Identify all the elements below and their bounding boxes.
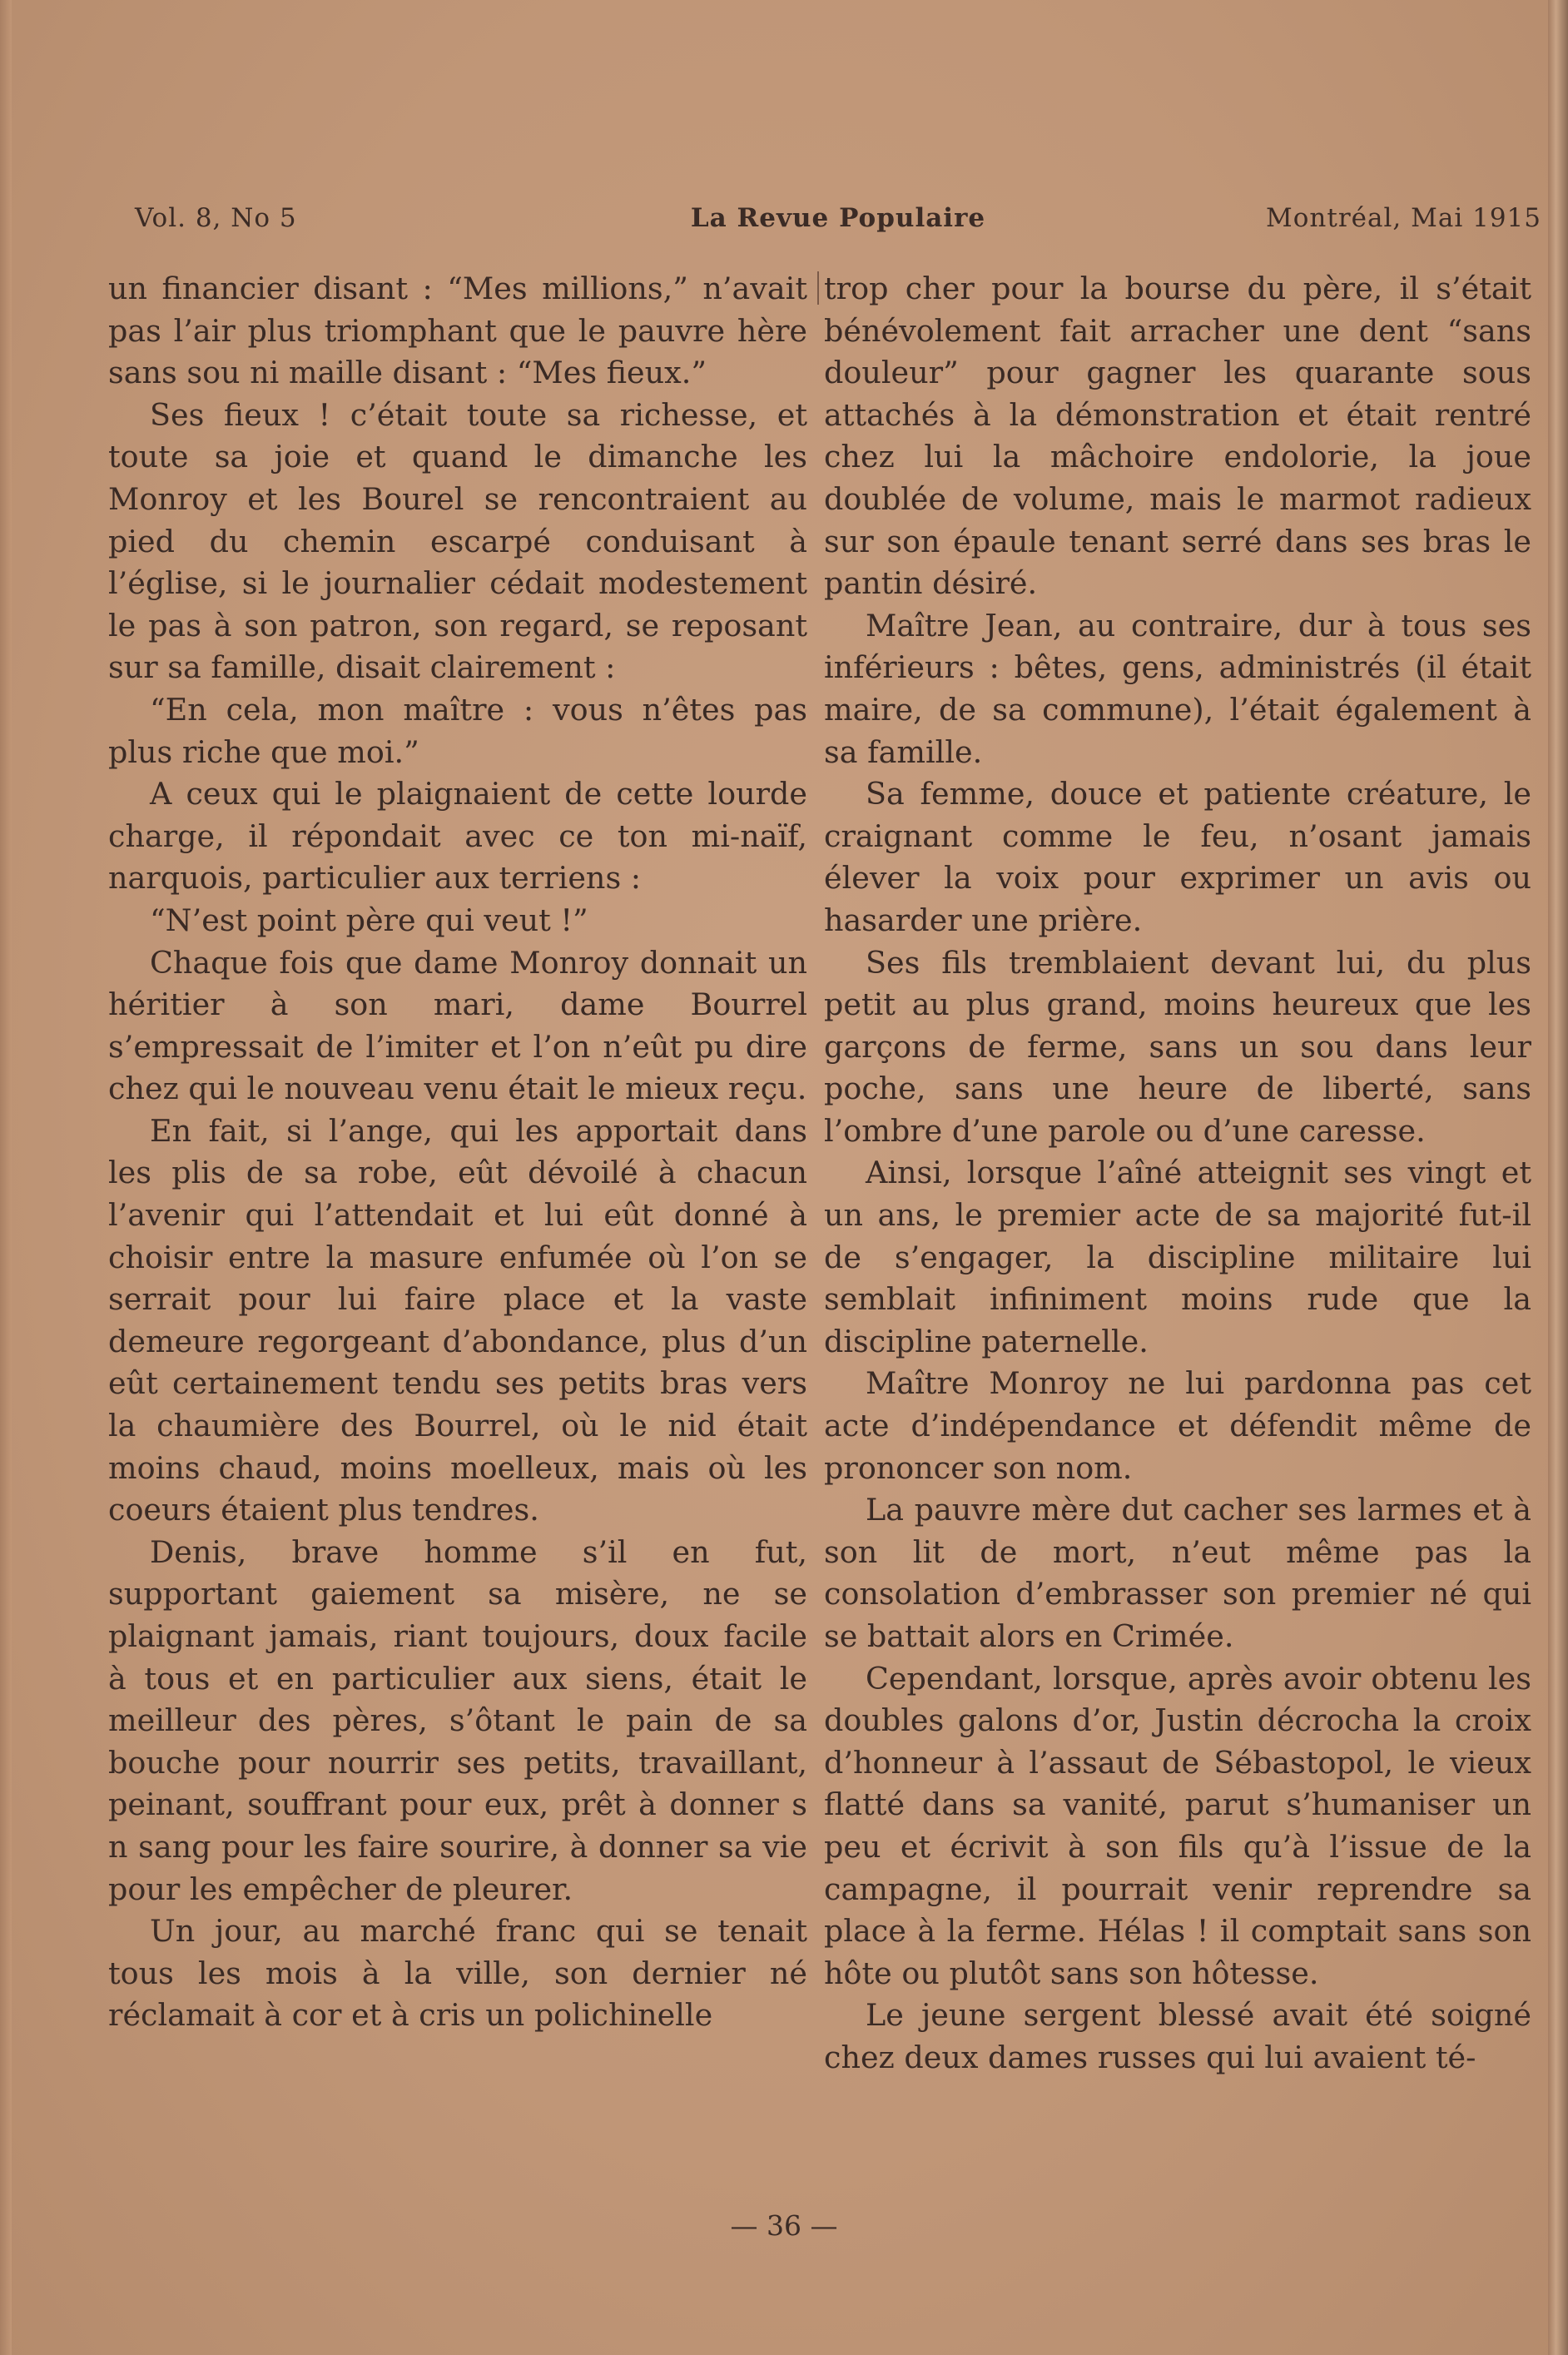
paragraph: Le jeune sergent blessé avait été soigné chez deux dames russes qui lui avaient té-: [824, 1997, 1531, 2075]
paragraph: La pauvre mère dut cacher ses larmes et à son lit de mort, n’eut même pas la consolation d’embrasser son premier né qui se battait alors en Crimée.: [824, 1492, 1531, 1654]
right-column: [824, 268, 1531, 2079]
paragraph: Ses fieux ! c’était toute sa richesse, et toute sa joie et quand le dimanche les Monroy et les Bourel se rencontraient au pied du chemin escarpé conduisant à l’église, si le journalier cédait modestement le pas à son patron, son regard, se reposant sur sa famille, disait clairement :: [108, 396, 807, 686]
issue-date: Montréal, Mai 1915: [1266, 203, 1541, 233]
volume-number: Vol. 8, No 5: [135, 203, 297, 233]
paragraph: Denis, brave homme s’il en fut, supportant gaiement sa misère, ne se plaignant jamais, riant toujours, doux facile à tous et en particulier aux siens, était le meilleur des pères, s’ôtant le pain de sa bouche pour nourrir ses petits, travaillant, peinant, souffrant pour eux, prêt à donner s n sang pour les faire sourire, à donner sa vie pour les empêcher de pleurer.: [108, 1533, 807, 1907]
paragraph: un financier disant : “Mes millions,” n’avait pas l’air plus triomphant que le pauvre hère sans sou ni maille disant : “Mes fieux.”: [108, 271, 807, 391]
paragraph: Maître Monroy ne lui pardonna pas cet acte d’indépendance et défendit même de prononcer son nom.: [824, 1365, 1531, 1486]
paragraph: Chaque fois que dame Monroy donnait un héritier à son mari, dame Bourrel s’empressait de l’imiter et l’on n’eût pu dire chez qui le nouveau venu était le mieux reçu.: [108, 944, 807, 1107]
paragraph: Cependant, lorsque, après avoir obtenu les doubles galons d’or, Justin décrocha la croix d’honneur à l’assaut de Sébastopol, le vieux flatté dans sa vanité, parut s’humaniser un peu et écrivit à son fils qu’à l’issue de la campagne, il pourrait venir reprendre sa place à la ferme. Hélas ! il comptait sans son hôte ou plutôt sans son hôtesse.: [824, 1660, 1531, 1991]
running-header: [135, 203, 1541, 240]
paragraph: Maître Jean, au contraire, dur à tous ses inférieurs : bêtes, gens, administrés (il était maire, de sa commune), l’était également à sa famille.: [824, 607, 1531, 770]
paragraph: Sa femme, douce et patiente créature, le craignant comme le feu, n’osant jamais élever la voix pour exprimer un avis ou hasarder une prière.: [824, 776, 1531, 938]
paragraph: A ceux qui le plaignaient de cette lourde charge, il répondait avec ce ton mi-naïf, narquois, particulier aux terriens :: [108, 776, 807, 897]
left-column: [108, 268, 807, 2037]
paragraph: “En cela, mon maître : vous n’êtes pas plus riche que moi.”: [108, 691, 807, 770]
column-divider: [817, 271, 819, 305]
paragraph: Ainsi, lorsque l’aîné atteignit ses vingt et un ans, le premier acte de sa majorité fut-il de s’engager, la discipline militaire lui semblait infiniment moins rude que la discipline paternelle.: [824, 1155, 1531, 1359]
paragraph: Ses fils tremblaient devant lui, du plus petit au plus grand, moins heureux que les garçons de ferme, sans un sou dans leur poche, sans une heure de liberté, sans l’ombre d’une parole ou d’une caresse.: [824, 944, 1531, 1149]
page-number: — 36 —: [730, 2209, 838, 2242]
page-left-edge: [0, 0, 12, 2355]
paragraph: trop cher pour la bourse du père, il s’était bénévolement fait arracher une dent “sans douleur” pour gagner les quarante sous attachés à la démonstration et était rentré chez lui la mâchoire endolorie, la joue doublée de volume, mais le marmot radieux sur son épaule tenant serré dans ses bras le pantin désiré.: [824, 271, 1531, 602]
paragraph: En fait, si l’ange, qui les apportait dans les plis de sa robe, eût dévoilé à chacun l’avenir qui l’attendait et lui eût donné à choisir entre la masure enfumée où l’on se serrait pour lui faire place et la vaste demeure regorgeant d’abondance, plus d’un eût certainement tendu ses petits bras vers la chaumière des Bourrel, où le nid était moins chaud, moins moelleux, mais où les coeurs étaient plus tendres.: [108, 1112, 807, 1528]
page-right-edge: [1548, 0, 1568, 2355]
paragraph: “N’est point père qui veut !”: [150, 902, 588, 938]
paragraph: Un jour, au marché franc qui se tenait tous les mois à la ville, son dernier né réclamait à cor et à cris un polichinelle: [108, 1913, 807, 2034]
magazine-title: La Revue Populaire: [690, 203, 986, 233]
